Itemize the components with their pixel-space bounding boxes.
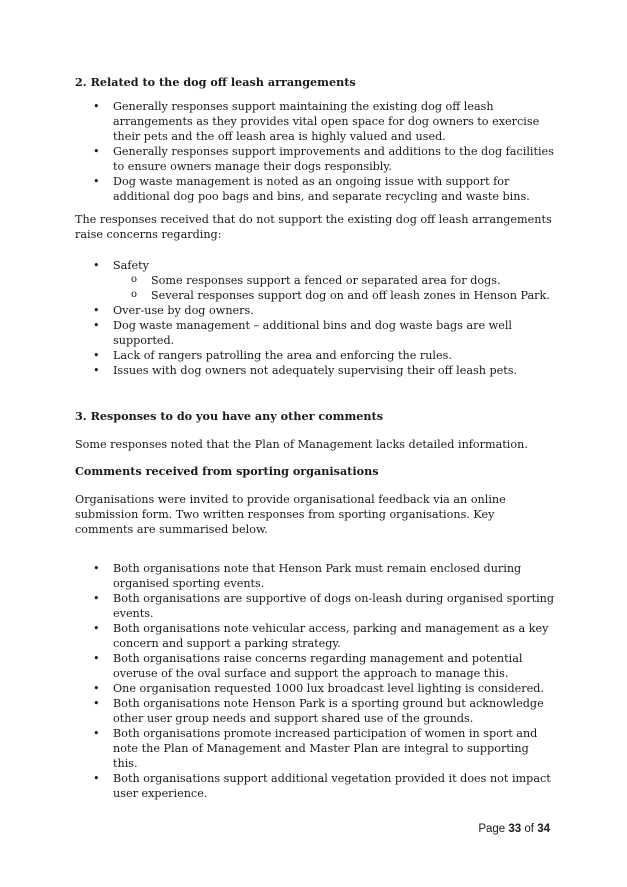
- section-3-intro: Organisations were invited to provide organisational feedback via an online submission form. Two written responses from sporting organisations. Key comments are summarised below.: [75, 493, 506, 536]
- list-item: • One organisation requested 1000 lux broadcast level lighting is considered.: [75, 681, 555, 696]
- list-item: • Dog waste management – additional bins and dog waste bags are well supported.: [75, 318, 555, 348]
- section-2-heading: 2. Related to the dog off leash arrangements: [75, 75, 356, 89]
- list-item: • Generally responses support maintaining the existing dog off leash arrangements as they provides vital open space for dog owners to exercise their pets and the off leash area is highly valued and used.: [75, 99, 555, 144]
- list-item: • Both organisations promote increased participation of women in sport and note the Plan of Management and Master Plan are integral to supporting this.: [75, 726, 555, 771]
- page-content: [75, 75, 555, 801]
- list-item-safety: [75, 258, 555, 273]
- list-item: • Generally responses support improvements and additions to the dog facilities to ensure owners manage their dogs responsibly.: [75, 144, 555, 174]
- list-item: • Lack of rangers patrolling the area and enforcing the rules.: [75, 348, 555, 363]
- page-number: 33: [508, 823, 522, 835]
- section-2-bullet-list: [75, 99, 555, 204]
- of-word: of: [524, 823, 534, 835]
- page-word: Page: [478, 823, 506, 835]
- concerns-list-continued: [75, 303, 555, 378]
- list-item: • Both organisations are supportive of dogs on-leash during organised sporting events.: [75, 591, 555, 621]
- list-item: • Both organisations support additional vegetation provided it does not impact user experience.: [75, 771, 555, 801]
- list-item: • Both organisations note vehicular access, parking and management as a key concern and support a parking strategy.: [75, 621, 555, 651]
- section-3-text: Some responses noted that the Plan of Management lacks detailed information.: [75, 438, 528, 451]
- page-footer: [478, 822, 550, 837]
- sub-list-item: o Several responses support dog on and off leash zones in Henson Park.: [75, 288, 555, 303]
- list-item: • Issues with dog owners not adequately supervising their off leash pets.: [75, 363, 555, 378]
- list-item-label: Safety: [113, 259, 149, 272]
- safety-sub-list: [75, 273, 555, 303]
- page-total: 34: [537, 823, 550, 835]
- section-2-intro: The responses received that do not support the existing dog off leash arrangements raise concerns regarding:: [75, 213, 552, 241]
- section-3-heading: 3. Responses to do you have any other comments: [75, 409, 384, 423]
- list-item: • Both organisations note that Henson Park must remain enclosed during organised sporting events.: [75, 561, 555, 591]
- list-item: • Dog waste management is noted as an ongoing issue with support for additional dog poo bags and bins, and separate recycling and waste bins.: [75, 174, 555, 204]
- section-3-subheading: Comments received from sporting organisations: [75, 464, 379, 478]
- list-item: • Both organisations raise concerns regarding management and potential overuse of the oval surface and support the approach to manage this.: [75, 651, 555, 681]
- concerns-list: [75, 258, 555, 273]
- list-item: • Both organisations note Henson Park is a sporting ground but acknowledge other user group needs and support shared use of the grounds.: [75, 696, 555, 726]
- sporting-orgs-bullet-list: [75, 561, 555, 801]
- list-item: • Over-use by dog owners.: [75, 303, 555, 318]
- sub-list-item: o Some responses support a fenced or separated area for dogs.: [75, 273, 555, 288]
